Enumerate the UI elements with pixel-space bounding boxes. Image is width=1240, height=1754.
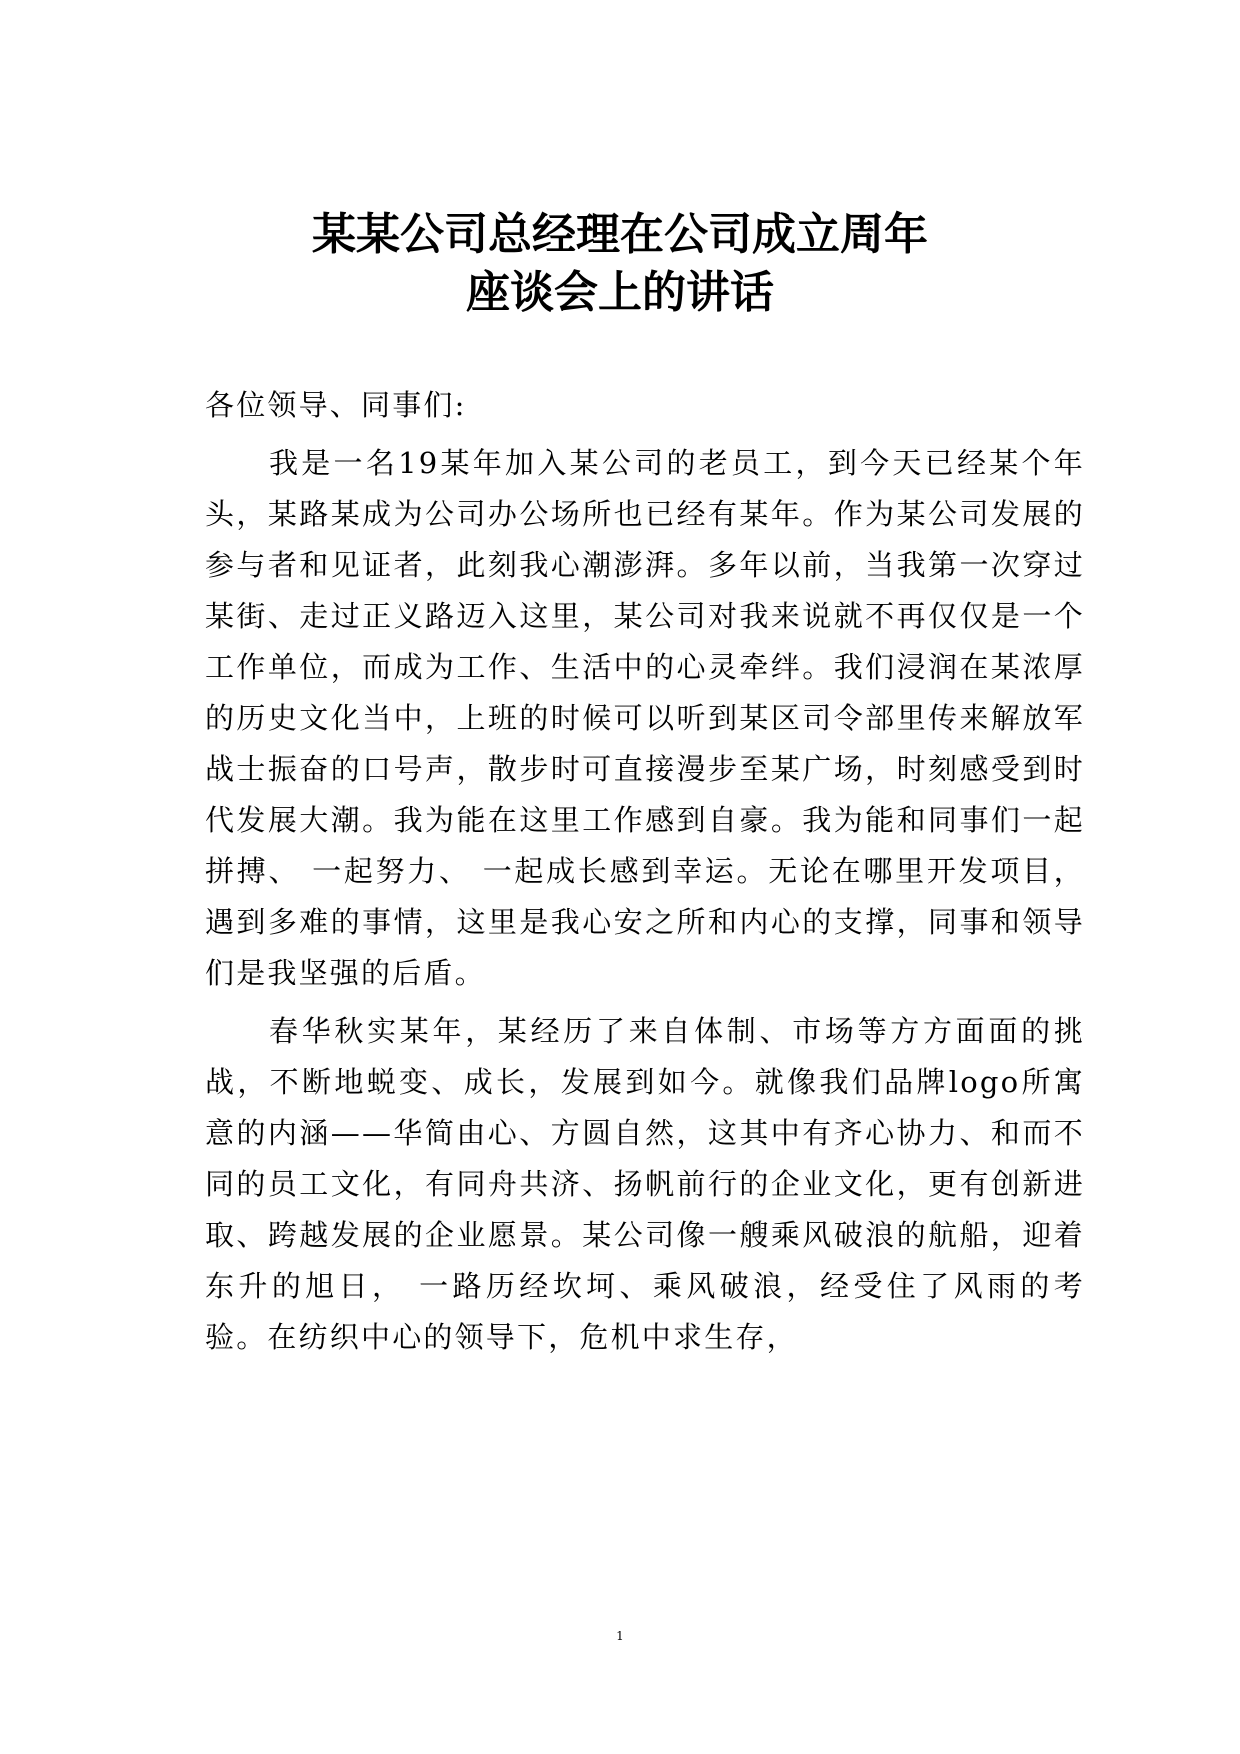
title-line-2: 座谈会上的讲话	[466, 267, 774, 318]
document-body	[205, 380, 1085, 1370]
page-number: 1	[616, 1629, 624, 1643]
salutation: 各位领导、同事们:	[205, 388, 467, 422]
title-line-1: 某某公司总经理在公司成立周年	[312, 209, 928, 260]
paragraph-1: 我是一名19某年加入某公司的老员工，到今天已经某个年头，某路某成为公司办公场所也已经有某年。作为某公司发展的参与者和见证者，此刻我心潮澎湃。多年以前，当我第一次穿过某街、走过正义路迈入这里，某公司对我来说就不再仅仅是一个工作单位，而成为工作、生活中的心灵牵绊。我们浸润在某浓厚的历史文化当中，上班的时候可以听到某区司令部里传来解放军战士振奋的口号声，散步时可直接漫步至某广场，时刻感受到时代发展大潮。我为能在这里工作感到自豪。我为能和同事们一起拼搏、 一起努力、 一起成长感到幸运。无论在哪里开发项目，遇到多难的事情，这里是我心安之所和内心的支撑，同事和领导们是我坚强的后盾。	[205, 446, 1085, 990]
paragraph-2: 春华秋实某年，某经历了来自体制、市场等方方面面的挑战，不断地蜕变、成长，发展到如今。就像我们品牌logo所寓意的内涵——华简由心、方圆自然，这其中有齐心协力、和而不同的员工文化，有同舟共济、扬帆前行的企业文化，更有创新进取、跨越发展的企业愿景。某公司像一艘乘风破浪的航船，迎着东升的旭日， 一路历经坎坷、乘风破浪，经受住了风雨的考验。在纺织中心的领导下，危机中求生存，	[205, 1014, 1085, 1354]
document-title	[0, 206, 1240, 322]
